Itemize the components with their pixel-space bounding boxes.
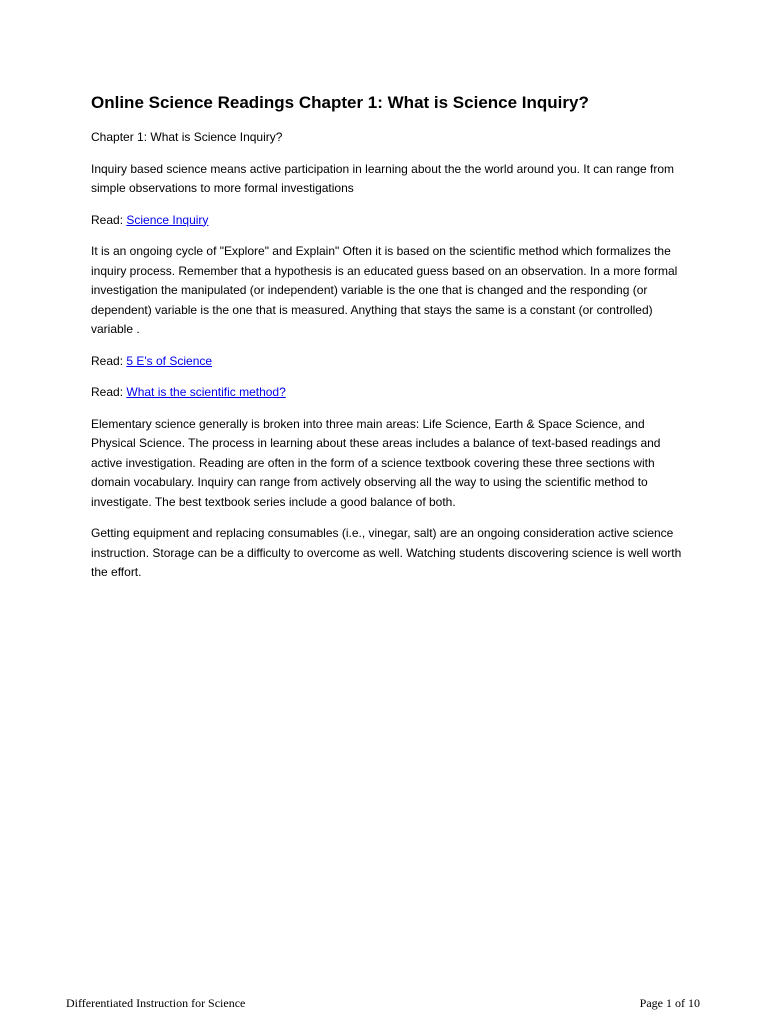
read-label: Read: (91, 353, 124, 368)
elementary-science-paragraph: Elementary science generally is broken into three main areas: Life Science, Earth & Space Science, and Physical Science. The process in learning about these areas includes a balance of text-based readings and active investigation. Reading are often in the form of a science textbook covering these three sections with domain vocabulary. Inquiry can range from actively observing all the way to using the scientific method to investigate. The best textbook series include a good balance of both. (91, 416, 661, 509)
inquiry-cycle-paragraph: It is an ongoing cycle of "Explore" and Explain" Often it is based on the scientific method which formalizes the inquiry process. Remember that a hypothesis is an educated guess based on an observation. In a more formal investigation the manipulated (or independent) variable is the one that is changed and the responding (or dependent) variable is the one that is measured. Anything that stays the same is a constant (or controlled) variable . (91, 244, 678, 336)
scientific-method-link[interactable]: What is the scientific method? (126, 385, 286, 399)
science-inquiry-link[interactable]: Science Inquiry (126, 212, 209, 227)
document-body (91, 92, 691, 595)
document-title: Online Science Readings Chapter 1: What is Science Inquiry? (91, 93, 589, 112)
read-line-5es (91, 352, 691, 372)
intro-paragraph: Inquiry based science means active participation in learning about the the world around you. It can range from simple observations to more formal investigations (91, 161, 675, 195)
equipment-paragraph: Getting equipment and replacing consumables (i.e., vinegar, salt) are an ongoing consideration active science instruction. Storage can be a difficulty to overcome as well. Watching students discovering science is well worth the effort. (91, 526, 682, 579)
chapter-heading: Chapter 1: What is Science Inquiry? (91, 130, 283, 144)
footer-title: Differentiated Instruction for Science (66, 996, 246, 1010)
5es-of-science-link[interactable]: 5 E's of Science (126, 353, 213, 368)
read-label: Read: (91, 385, 124, 399)
page-number: Page 1 of 10 (639, 996, 700, 1010)
read-label: Read: (91, 212, 124, 227)
read-line-science-inquiry (91, 211, 691, 231)
read-line-scientific-method (91, 383, 691, 403)
